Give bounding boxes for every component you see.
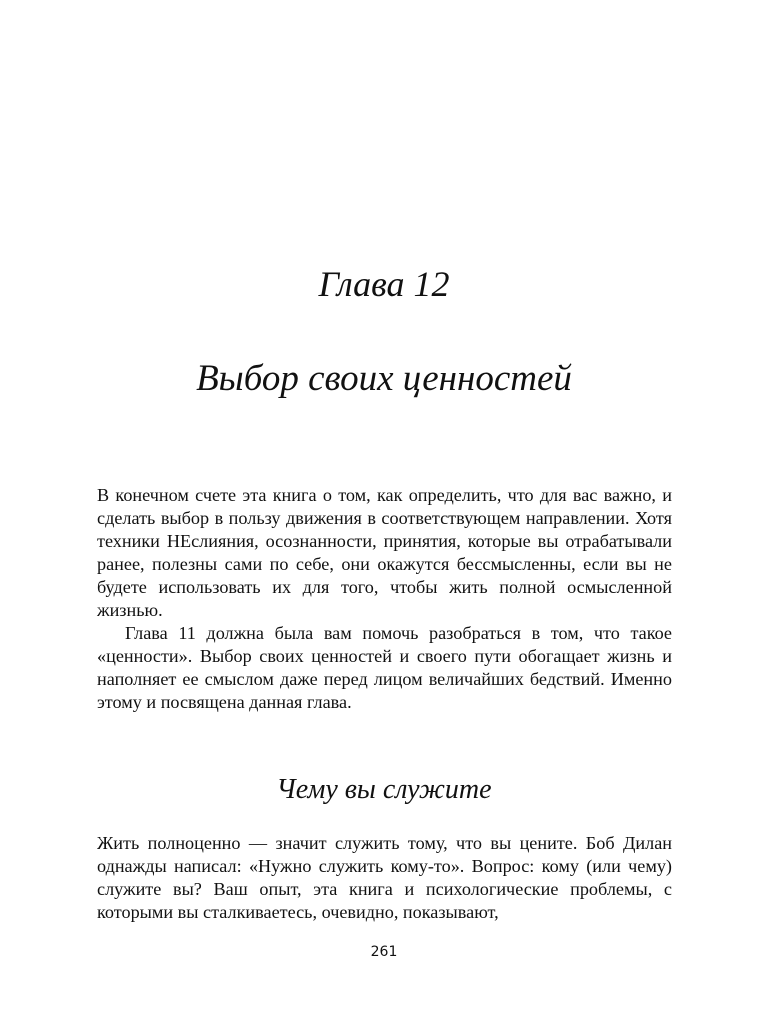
page-number: 261: [370, 944, 398, 960]
section-heading: Чему вы служите: [276, 774, 492, 805]
section-paragraph-1: Жить полноценно — значит служить тому, что вы цените. Боб Дилан однажды написал: «Нужно служить кому-то». Вопрос: кому (или чему) служите вы? Ваш опыт, эта книга и психологические проблемы, с которыми вы сталкиваетесь, очевидно, показывают,: [97, 833, 672, 922]
intro-paragraph-1: В конечном счете эта книга о том, как определить, что для вас важно, и сделать выбор в пользу движения в соответствующем направлении. Хотя техники НЕслияния, осознанности, принятия, которые вы отрабатывали ранее, полезны сами по себе, они окажутся бессмысленны, если вы не будете использовать их для того, чтобы жить полной осмысленной жизнью.: [97, 485, 672, 620]
intro-text: [97, 484, 672, 714]
intro-paragraph-2: Глава 11 должна была вам помочь разобраться в том, что такое «ценности». Выбор своих ценностей и своего пути обогащает жизнь и наполняет ее смыслом даже перед лицом величайших бедствий. Именно этому и посвящена данная глава.: [97, 623, 672, 712]
section-text: [97, 832, 672, 924]
chapter-title: Выбор своих ценностей: [196, 358, 572, 399]
chapter-number: Глава 12: [318, 264, 450, 304]
